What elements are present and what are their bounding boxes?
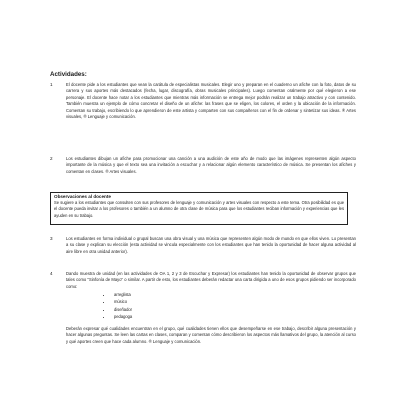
activity-item-2 bbox=[50, 156, 356, 175]
observations-text: Se sugiere a los estudiantes que consulten con sus profesores de lenguaje y comunicación y artes visuales con respecto a este tema. Otra posibilidad es que el docente pueda invitar a los profesores o también a un alumno de otra clase de música para que los estudiantes reciban información y experiencias que les ayuden en su trabajo. bbox=[54, 200, 344, 218]
activity-item-1 bbox=[50, 82, 356, 120]
activity-text: Los estudiantes en forma individual o grupal buscan una obra visual y una música que representen algún modo de mundo en que ellos viven. Lo presentan a su clase y explican su elección (esta actividad se vincula especialmente con los estudiantes que han tenido la oportunidad de hacer alguna actividad al aire libre en otra unidad anterior). bbox=[66, 236, 356, 254]
activity-item-3 bbox=[50, 236, 356, 255]
activity-number: 3 bbox=[50, 236, 53, 241]
list-item: • pedagoga bbox=[112, 313, 356, 320]
observations-title: Observaciones al docente bbox=[54, 194, 111, 199]
activities-heading: Actividades: bbox=[50, 71, 87, 78]
activity-text: Los estudiantes dibujan un afiche para promocionar una canción a una audición de este año de modo que las imágenes representen algún aspecto importante de la música y que el texto sea una invitación a escuchar y a relacionar algún elemento característico de música. Se presentan los afiches y comentan en clases. ® Artes visuales. bbox=[66, 156, 356, 174]
role-list bbox=[112, 291, 356, 320]
list-item: • arreglista bbox=[112, 291, 356, 298]
activity-text: El docente pide a los estudiantes que vean la carátula de especialistas musicales. Elegir uno y preparan en el cuaderno un afiche con la foto, datos de su carrera y sus aportes más destacados (fecha, lugar, discografía, obras musicales principales). Luego comentan oralmente por qué elegieron a ese personaje. El docente hace notar a los estudiantes que mientras más información se entrega mejor podrán realizar un trabajo atractivo y con contenido. También muestra un ejemplo de cómo concretar el diseño de un afiche: las frases que se eligen, los colores, el orden y la ubicación de la información. Comentan su trabajo, escribiendo lo que aprendieron de este artista y comparten con sus compañeros con el fin de ordenar y sintetizar sus ideas. ® Artes visuales, ® Lenguaje y comunicación. bbox=[66, 82, 356, 120]
activity-item-4 bbox=[50, 271, 356, 345]
activity-number: 4 bbox=[50, 271, 53, 276]
list-item: • diseñador bbox=[112, 306, 356, 313]
activity-number: 1 bbox=[50, 82, 53, 87]
activity-closing-text: Deberán expresar qué cualidades encuentran en el grupo, qué cualidades tienen ellos que desempeñarse en ese trabajo, describir alguna presentación y hacer algunas preguntas. Se leen las cartas en clases, comparan y comentan cómo describieron los aspectos más llamativos del grupo, la atención al curso y qué aportes creen que hace cada alumno. ® Lenguaje y comunicación. bbox=[66, 326, 356, 344]
observations-box bbox=[50, 192, 348, 225]
activity-text: Dando muestra de unidad (en las actividades de OA 1, 2 y 3 de Escuchar y Expresar) los estudiantes han tenido la oportunidad de observar grupos que tales como "Sinfonía de Mayo" o similar. A partir de esto, los estudiantes deberán redactar una carta dirigida a uno de esos grupos pidiendo ser incorporado como: bbox=[66, 271, 356, 289]
activity-number: 2 bbox=[50, 156, 53, 161]
list-item: • músico bbox=[112, 298, 356, 305]
